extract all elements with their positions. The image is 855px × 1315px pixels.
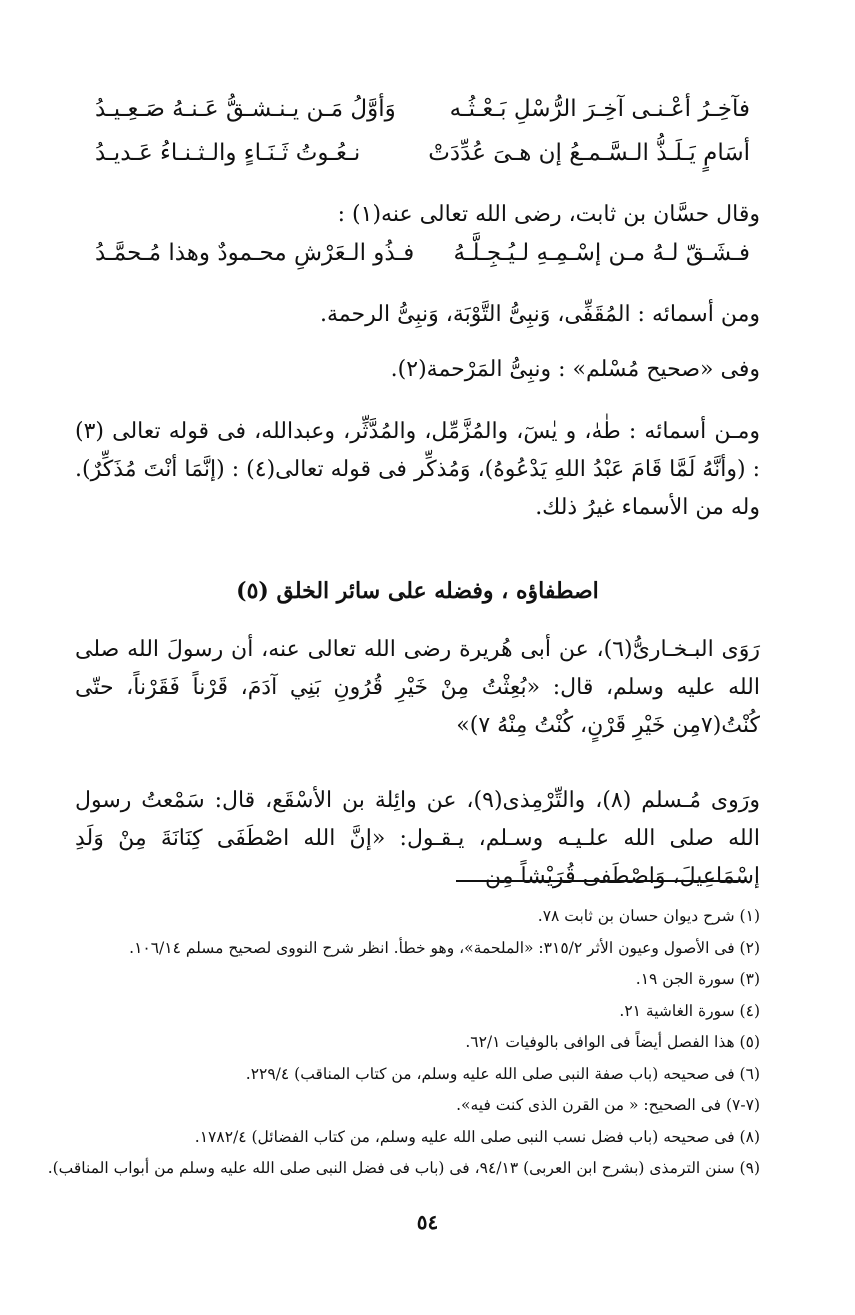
verse-line-2 (95, 136, 750, 170)
hemistich-second: وَأوَّلُ مَـن يـنـشـقُّ عَـنـهُ صَـعِـيـدُ (95, 96, 396, 122)
hemistich-first: أسَامٍ يَـلَـذُّ الـسَّـمـعُ إن هـىَ عُدِّدَتْ (428, 140, 750, 166)
bukhari-paragraph: رَوَى البـخـارىُّ(٦)، عن أبى هُريرة رضى الله تعالى عنه، أن رسولَ الله صلى الله عليه وسلم، قال: «بُعِثْتُ مِنْ خَيْرِ قُرُونِ بَنِي آدَمَ، قَرْناً فَقَرْناً، حتّى كُنْتُ(٧مِن خَيْرِ قَرْنٍ، كُنْتُ مِنْهُ ٧)» (75, 637, 760, 738)
names-quran-paragraph: ومـن أسمائه : طٰهٰ، و يٰسٓ، والمُزَّمِّل، والمُدَّثِّر، وعبدالله، فى قوله تعالى (٣) : (وأنَّهُ لَمَّا قَامَ عَبْدُ اللهِ يَدْعُوهُ)، وَمُذكِّر فى قوله تعالى(٤) : (إنَّمَا أنْتَ مُذَكِّرٌ). وله من الأسماء غيرُ ذلك. (75, 419, 760, 520)
footnote-3: (٣) سورة الجن ١٩. (635, 970, 760, 988)
footnotes (47, 901, 760, 1185)
section-heading: اصطفاؤه ، وفضله على سائر الخلق (٥) (236, 578, 599, 604)
muslim-tirmidhi-paragraph: ورَوى مُـسلم (٨)، والتِّرْمِذى(٩)، عن وائِلة بن الأسْقَع، قال: سَمْعتُ رسول الله صلى الله علـيـه وسـلم، يـقـول: «إنَّ الله اصْطَفَى كِنَانَةَ مِنْ وَلَدِ إسْمَاعِيلَ، وَاصْطَفى قُرَيْشاً مِن (75, 788, 760, 889)
hemistich-first: فـشَـقّ لـهُ مـن إسْـمِـهِ لـيُـجِـلَّـهُ (453, 240, 750, 266)
hassan-verse (95, 236, 750, 270)
footnote-1: (١) شرح ديوان حسان بن ثابت ٧٨. (537, 907, 760, 925)
footnote-4: (٤) سورة الغاشية ٢١. (619, 1001, 760, 1020)
hemistich-second: نـعُـوتُ ثَـنَـاءٍ والـثـنـاءُ عَـديـدُ (95, 140, 361, 166)
page-number: ٥٤ (416, 1210, 439, 1234)
footnote-9: (٩) سنن الترمذى (بشرح ابن العربى) ٩٤/١٣، فى (باب فى فضل النبى صلى الله عليه وسلم من أبواب المناقب). (47, 1159, 760, 1177)
footnote-divider (456, 880, 746, 882)
hassan-intro: وقال حسَّان بن ثابت، رضى الله تعالى عنه(١) : (337, 202, 760, 227)
names-paragraph: ومن أسمائه : المُقَفِّى، وَنبِىُّ التَّوْبَة، وَنبِىُّ الرحمة. (320, 302, 760, 327)
footnote-8: (٨) فى صحيحه (باب فضل نسب النبى صلى الله عليه وسلم، من كتاب الفضائل) ١٧٨٢/٤. (194, 1127, 760, 1146)
hemistich-second: فـذُو الـعَرْشِ محـمودٌ وهذا مُـحمَّـدُ (95, 240, 415, 266)
hemistich-first: فآخِـرُ أعْـنـى آخِـرَ الرُّسْلِ بَـعْـثُـه (449, 96, 750, 122)
footnote-7: (٧-٧) فى الصحيح: « من القرن الذى كنت فيه». (456, 1096, 760, 1114)
footnote-5: (٥) هذا الفصل أيضاً فى الوافى بالوفيات ٦٢/١. (465, 1033, 760, 1051)
verse-line-1 (95, 92, 750, 126)
footnote-6: (٦) فى صحيحه (باب صفة النبى صلى الله عليه وسلم، من كتاب المناقب) ٢٢٩/٤. (245, 1064, 760, 1083)
sahih-muslim-paragraph: وفى «صحيح مُسْلم» : ونبِىُّ المَرْحمة(٢). (390, 357, 760, 382)
footnote-2: (٢) فى الأصول وعيون الأثر ٣١٥/٢: «الملحمة»، وهو خطأ. انظر شرح النووى لصحيح مسلم ١٠٦/١٤. (129, 938, 760, 957)
